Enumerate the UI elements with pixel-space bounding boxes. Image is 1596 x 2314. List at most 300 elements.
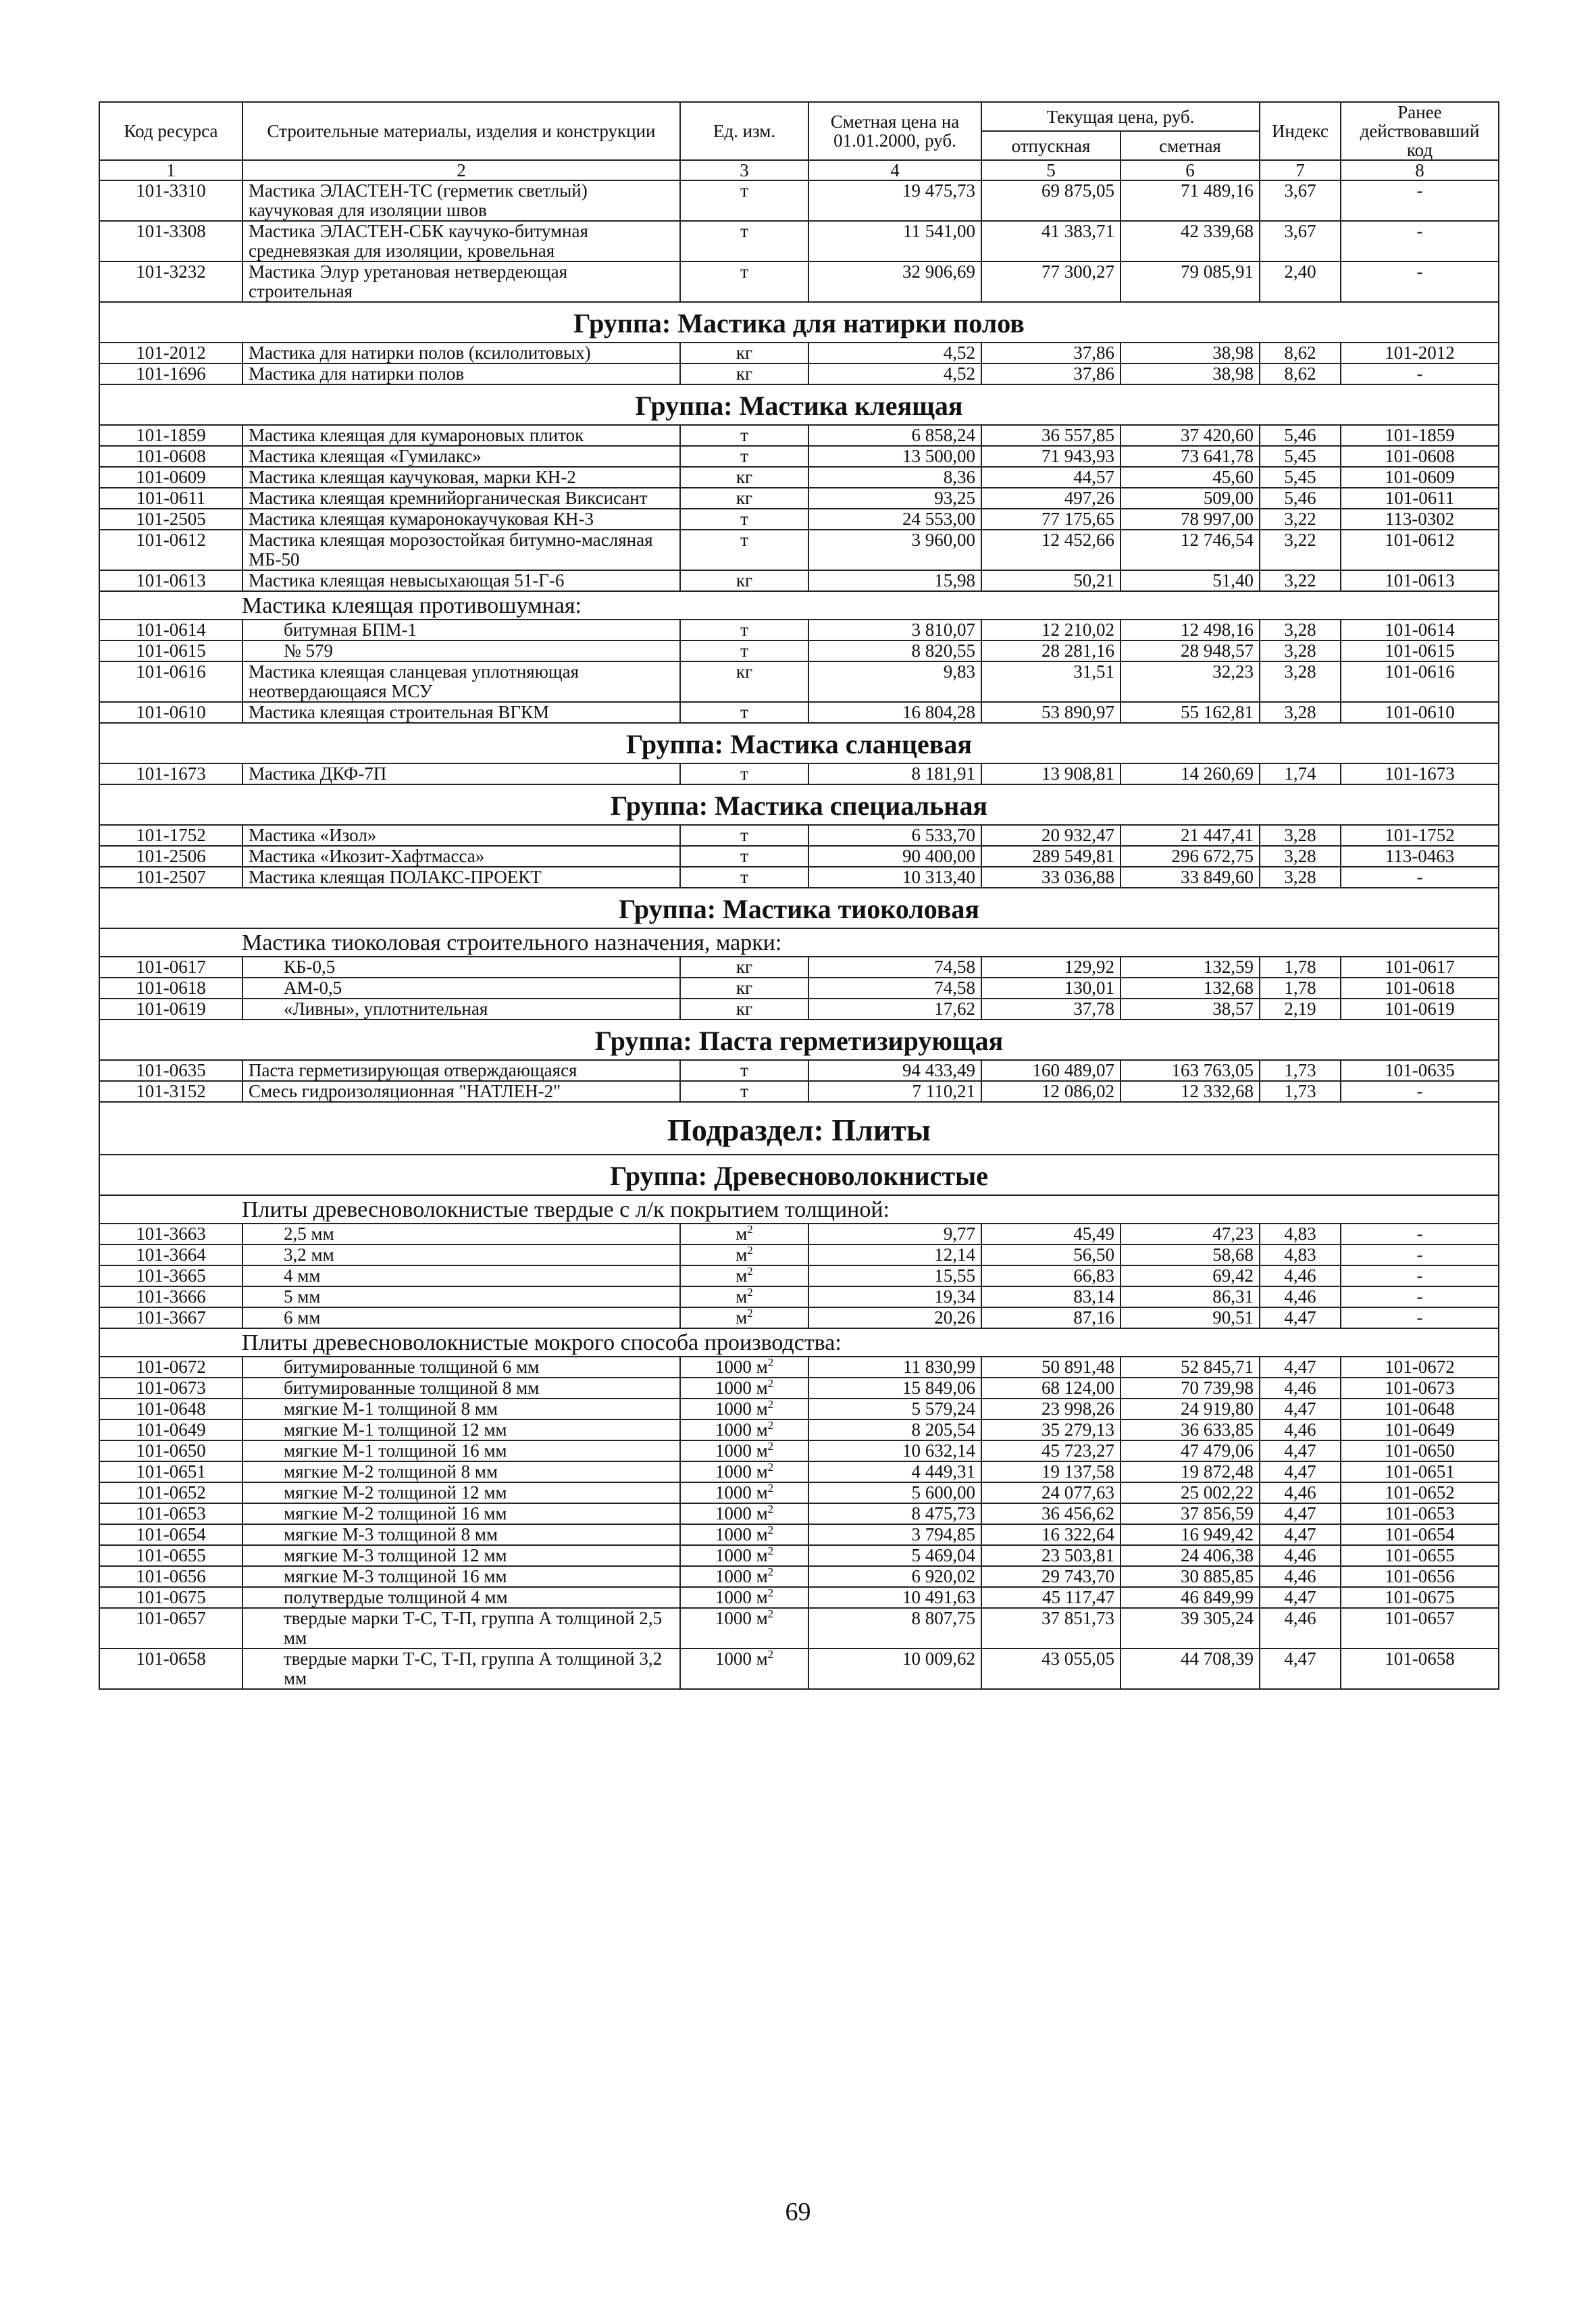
cell-index: 4,47 bbox=[1260, 1587, 1341, 1608]
unit-text: 1000 м bbox=[715, 1503, 768, 1524]
cell-code: 101-1752 bbox=[99, 825, 242, 846]
cell-name: мягкие М-2 толщиной 8 мм bbox=[242, 1461, 680, 1482]
cell-base-price: 4 449,31 bbox=[808, 1461, 981, 1482]
cell-estimate-price: 70 739,98 bbox=[1121, 1378, 1260, 1399]
cell-code: 101-0617 bbox=[99, 957, 242, 978]
unit-text: т bbox=[740, 425, 748, 445]
unit-text: 1000 м bbox=[715, 1587, 768, 1607]
cell-retail-price: 129,92 bbox=[981, 957, 1121, 978]
table-row bbox=[99, 221, 1499, 261]
cell-estimate-price: 38,57 bbox=[1121, 999, 1260, 1020]
cell-prev-code: 101-0617 bbox=[1341, 957, 1499, 978]
unit-exponent: 2 bbox=[767, 1482, 774, 1494]
cell-code: 101-3664 bbox=[99, 1244, 242, 1265]
unit-text: т bbox=[740, 530, 748, 550]
cell-base-price: 5 600,00 bbox=[808, 1482, 981, 1503]
cell-retail-price: 45 723,27 bbox=[981, 1440, 1121, 1461]
cell-code: 101-0612 bbox=[99, 530, 242, 570]
unit-text: 1000 м bbox=[715, 1482, 768, 1503]
cell-prev-code: - bbox=[1341, 1244, 1499, 1265]
cell-prev-code: 101-0654 bbox=[1341, 1524, 1499, 1545]
cell-code: 101-3665 bbox=[99, 1265, 242, 1286]
cell-index: 3,28 bbox=[1260, 661, 1341, 702]
unit-exponent: 2 bbox=[767, 1461, 774, 1474]
cell-retail-price: 12 086,02 bbox=[981, 1081, 1121, 1102]
cell-index: 1,78 bbox=[1260, 957, 1341, 978]
cell-base-price: 19,34 bbox=[808, 1286, 981, 1307]
cell-unit bbox=[680, 1566, 808, 1587]
cell-code: 101-0673 bbox=[99, 1378, 242, 1399]
cell-unit bbox=[680, 488, 808, 509]
cell-name: мягкие М-2 толщиной 12 мм bbox=[242, 1482, 680, 1503]
cell-index: 3,28 bbox=[1260, 846, 1341, 867]
cell-estimate-price: 47 479,06 bbox=[1121, 1440, 1260, 1461]
cell-name: № 579 bbox=[242, 640, 680, 661]
unit-text: 1000 м bbox=[715, 1566, 768, 1586]
table-row bbox=[99, 1399, 1499, 1419]
cell-index: 4,46 bbox=[1260, 1419, 1341, 1440]
cell-estimate-price: 38,98 bbox=[1121, 343, 1260, 363]
cell-prev-code: 101-0609 bbox=[1341, 467, 1499, 488]
cell-prev-code: 101-0648 bbox=[1341, 1399, 1499, 1419]
column-number: 6 bbox=[1121, 160, 1260, 180]
cell-prev-code: 101-0651 bbox=[1341, 1461, 1499, 1482]
cell-base-price: 5 469,04 bbox=[808, 1545, 981, 1566]
cell-base-price: 17,62 bbox=[808, 999, 981, 1020]
table-row bbox=[99, 570, 1499, 591]
cell-name: «Ливны», уплотнительная bbox=[242, 999, 680, 1020]
group-row bbox=[99, 1020, 1499, 1060]
group-title: Группа: Паста герметизирующая bbox=[99, 1020, 1499, 1060]
cell-prev-code: - bbox=[1341, 1307, 1499, 1328]
table-row bbox=[99, 343, 1499, 363]
cell-estimate-price: 12 332,68 bbox=[1121, 1081, 1260, 1102]
subheading-row bbox=[99, 1328, 1499, 1357]
cell-base-price: 8 475,73 bbox=[808, 1503, 981, 1524]
group-row bbox=[99, 302, 1499, 343]
cell-index: 5,46 bbox=[1260, 425, 1341, 446]
table-row bbox=[99, 1461, 1499, 1482]
cell-retail-price: 20 932,47 bbox=[981, 825, 1121, 846]
cell-retail-price: 289 549,81 bbox=[981, 846, 1121, 867]
cell-name: мягкие М-1 толщиной 16 мм bbox=[242, 1440, 680, 1461]
unit-text: т bbox=[740, 1060, 748, 1080]
cell-base-price: 15,98 bbox=[808, 570, 981, 591]
unit-text: кг bbox=[736, 488, 753, 508]
unit-text: м bbox=[736, 1265, 748, 1286]
header-prev-code: Ранее действовавший код bbox=[1341, 102, 1499, 160]
cell-name: Мастика Элур уретановая нетвердеющая строительная bbox=[242, 261, 680, 302]
cell-base-price: 4,52 bbox=[808, 363, 981, 384]
unit-text: т bbox=[740, 261, 748, 282]
cell-unit bbox=[680, 1265, 808, 1286]
cell-base-price: 3 810,07 bbox=[808, 620, 981, 640]
cell-code: 101-2506 bbox=[99, 846, 242, 867]
cell-index: 8,62 bbox=[1260, 343, 1341, 363]
cell-prev-code: 101-0672 bbox=[1341, 1357, 1499, 1378]
unit-text: кг bbox=[736, 661, 753, 682]
cell-unit bbox=[680, 425, 808, 446]
cell-index: 4,47 bbox=[1260, 1461, 1341, 1482]
cell-prev-code: 101-0611 bbox=[1341, 488, 1499, 509]
cell-unit bbox=[680, 1224, 808, 1244]
cell-code: 101-0651 bbox=[99, 1461, 242, 1482]
cell-estimate-price: 36 633,85 bbox=[1121, 1419, 1260, 1440]
group-row bbox=[99, 384, 1499, 425]
group-title: Группа: Мастика специальная bbox=[99, 784, 1499, 825]
table-row bbox=[99, 509, 1499, 530]
table-body bbox=[99, 180, 1499, 1689]
table-row bbox=[99, 1524, 1499, 1545]
unit-exponent: 2 bbox=[747, 1286, 753, 1299]
cell-unit bbox=[680, 661, 808, 702]
cell-code: 101-3232 bbox=[99, 261, 242, 302]
cell-name: 2,5 мм bbox=[242, 1224, 680, 1244]
cell-retail-price: 41 383,71 bbox=[981, 221, 1121, 261]
cell-retail-price: 36 557,85 bbox=[981, 425, 1121, 446]
cell-prev-code: 101-0650 bbox=[1341, 1440, 1499, 1461]
subheading-title: Плиты древесноволокнистые твердые с л/к покрытием толщиной: bbox=[99, 1195, 1499, 1224]
cell-estimate-price: 78 997,00 bbox=[1121, 509, 1260, 530]
cell-index: 4,47 bbox=[1260, 1399, 1341, 1419]
cell-prev-code: - bbox=[1341, 261, 1499, 302]
cell-prev-code: 101-0612 bbox=[1341, 530, 1499, 570]
cell-unit bbox=[680, 763, 808, 784]
table-row bbox=[99, 1378, 1499, 1399]
cell-unit bbox=[680, 1244, 808, 1265]
cell-base-price: 5 579,24 bbox=[808, 1399, 981, 1419]
cell-base-price: 6 533,70 bbox=[808, 825, 981, 846]
cell-base-price: 93,25 bbox=[808, 488, 981, 509]
subheading-title: Плиты древесноволокнистые мокрого способа производства: bbox=[99, 1328, 1499, 1357]
cell-index: 3,28 bbox=[1260, 702, 1341, 723]
unit-exponent: 2 bbox=[767, 1503, 774, 1515]
cell-retail-price: 19 137,58 bbox=[981, 1461, 1121, 1482]
cell-estimate-price: 37 856,59 bbox=[1121, 1503, 1260, 1524]
unit-exponent: 2 bbox=[767, 1565, 774, 1578]
cell-code: 101-1859 bbox=[99, 425, 242, 446]
cell-name: Мастика ДКФ-7П bbox=[242, 763, 680, 784]
cell-base-price: 90 400,00 bbox=[808, 846, 981, 867]
cell-estimate-price: 55 162,81 bbox=[1121, 702, 1260, 723]
cell-unit bbox=[680, 221, 808, 261]
column-number: 5 bbox=[981, 160, 1121, 180]
cell-retail-price: 50 891,48 bbox=[981, 1357, 1121, 1378]
cell-index: 1,73 bbox=[1260, 1060, 1341, 1081]
unit-exponent: 2 bbox=[747, 1244, 753, 1257]
cell-estimate-price: 24 406,38 bbox=[1121, 1545, 1260, 1566]
table-row bbox=[99, 1224, 1499, 1244]
cell-name: битумированные толщиной 8 мм bbox=[242, 1378, 680, 1399]
table-row bbox=[99, 1649, 1499, 1689]
cell-unit bbox=[680, 180, 808, 221]
cell-unit bbox=[680, 343, 808, 363]
cell-name: КБ-0,5 bbox=[242, 957, 680, 978]
cell-retail-price: 37 851,73 bbox=[981, 1608, 1121, 1649]
cell-prev-code: 101-0616 bbox=[1341, 661, 1499, 702]
table-row bbox=[99, 978, 1499, 999]
cell-unit bbox=[680, 1608, 808, 1649]
table-row bbox=[99, 867, 1499, 888]
subheading-title: Мастика тиоколовая строительного назначения, марки: bbox=[99, 928, 1499, 957]
group-row bbox=[99, 888, 1499, 928]
cell-index: 1,74 bbox=[1260, 763, 1341, 784]
cell-base-price: 3 794,85 bbox=[808, 1524, 981, 1545]
cell-name: Мастика для натирки полов (ксилолитовых) bbox=[242, 343, 680, 363]
cell-prev-code: - bbox=[1341, 1224, 1499, 1244]
cell-base-price: 8 205,54 bbox=[808, 1419, 981, 1440]
cell-name: Мастика ЭЛАСТЕН-СБК каучуко-битумная средневязкая для изоляции, кровельная bbox=[242, 221, 680, 261]
cell-name: Мастика ЭЛАСТЕН-ТС (герметик светлый) каучуковая для изоляции швов bbox=[242, 180, 680, 221]
unit-exponent: 2 bbox=[747, 1223, 753, 1236]
cell-prev-code: 101-0614 bbox=[1341, 620, 1499, 640]
table-row bbox=[99, 467, 1499, 488]
cell-base-price: 74,58 bbox=[808, 978, 981, 999]
table-row bbox=[99, 825, 1499, 846]
cell-name: Мастика клеящая сланцевая уплотняющая неотвердающаяся МСУ bbox=[242, 661, 680, 702]
cell-code: 101-0635 bbox=[99, 1060, 242, 1081]
cell-prev-code: 113-0302 bbox=[1341, 509, 1499, 530]
cell-name: Мастика клеящая «Гумилакс» bbox=[242, 446, 680, 467]
group-title: Группа: Мастика клеящая bbox=[99, 384, 1499, 425]
table-row bbox=[99, 1265, 1499, 1286]
cell-unit bbox=[680, 530, 808, 570]
cell-retail-price: 12 452,66 bbox=[981, 530, 1121, 570]
cell-unit bbox=[680, 978, 808, 999]
cell-unit bbox=[680, 1649, 808, 1689]
table-row bbox=[99, 1244, 1499, 1265]
cell-retail-price: 37,86 bbox=[981, 343, 1121, 363]
cell-base-price: 74,58 bbox=[808, 957, 981, 978]
cell-retail-price: 23 998,26 bbox=[981, 1399, 1121, 1419]
cell-retail-price: 24 077,63 bbox=[981, 1482, 1121, 1503]
unit-text: кг bbox=[736, 467, 753, 487]
cell-estimate-price: 21 447,41 bbox=[1121, 825, 1260, 846]
cell-base-price: 4,52 bbox=[808, 343, 981, 363]
table-row bbox=[99, 1081, 1499, 1102]
unit-exponent: 2 bbox=[747, 1265, 753, 1278]
unit-text: м bbox=[736, 1224, 748, 1244]
cell-estimate-price: 296 672,75 bbox=[1121, 846, 1260, 867]
cell-code: 101-0672 bbox=[99, 1357, 242, 1378]
cell-name: Мастика клеящая ПОЛАКС-ПРОЕКТ bbox=[242, 867, 680, 888]
cell-index: 4,47 bbox=[1260, 1307, 1341, 1328]
cell-retail-price: 71 943,93 bbox=[981, 446, 1121, 467]
unit-text: м bbox=[736, 1244, 748, 1265]
cell-retail-price: 53 890,97 bbox=[981, 702, 1121, 723]
table-row bbox=[99, 1545, 1499, 1566]
cell-code: 101-0675 bbox=[99, 1587, 242, 1608]
cell-index: 2,40 bbox=[1260, 261, 1341, 302]
cell-estimate-price: 16 949,42 bbox=[1121, 1524, 1260, 1545]
cell-code: 101-0609 bbox=[99, 467, 242, 488]
cell-index: 4,47 bbox=[1260, 1503, 1341, 1524]
cell-prev-code: 101-0619 bbox=[1341, 999, 1499, 1020]
table-row bbox=[99, 957, 1499, 978]
cell-code: 101-3310 bbox=[99, 180, 242, 221]
column-numbers-row bbox=[99, 160, 1499, 180]
cell-retail-price: 45 117,47 bbox=[981, 1587, 1121, 1608]
cell-prev-code: 101-0652 bbox=[1341, 1482, 1499, 1503]
table-row bbox=[99, 1307, 1499, 1328]
cell-index: 4,83 bbox=[1260, 1224, 1341, 1244]
cell-prev-code: 101-0610 bbox=[1341, 702, 1499, 723]
cell-retail-price: 44,57 bbox=[981, 467, 1121, 488]
unit-exponent: 2 bbox=[767, 1544, 774, 1557]
cell-index: 4,46 bbox=[1260, 1286, 1341, 1307]
cell-prev-code: 101-0635 bbox=[1341, 1060, 1499, 1081]
cell-unit bbox=[680, 1461, 808, 1482]
cell-retail-price: 16 322,64 bbox=[981, 1524, 1121, 1545]
cell-unit bbox=[680, 640, 808, 661]
cell-index: 4,46 bbox=[1260, 1566, 1341, 1587]
cell-code: 101-1673 bbox=[99, 763, 242, 784]
unit-exponent: 2 bbox=[767, 1356, 774, 1369]
cell-index: 4,47 bbox=[1260, 1357, 1341, 1378]
unit-text: т bbox=[740, 446, 748, 466]
cell-prev-code: 101-1752 bbox=[1341, 825, 1499, 846]
header-name: Строительные материалы, изделия и конструкции bbox=[242, 102, 680, 160]
cell-base-price: 19 475,73 bbox=[808, 180, 981, 221]
cell-index: 3,22 bbox=[1260, 509, 1341, 530]
cell-estimate-price: 38,98 bbox=[1121, 363, 1260, 384]
unit-text: т bbox=[740, 221, 748, 241]
cell-prev-code: 101-0618 bbox=[1341, 978, 1499, 999]
cell-index: 4,47 bbox=[1260, 1440, 1341, 1461]
cell-prev-code: 101-0653 bbox=[1341, 1503, 1499, 1524]
group-row bbox=[99, 1155, 1499, 1195]
unit-text: 1000 м bbox=[715, 1649, 768, 1669]
cell-estimate-price: 86,31 bbox=[1121, 1286, 1260, 1307]
unit-text: т bbox=[740, 180, 748, 201]
cell-unit bbox=[680, 1524, 808, 1545]
column-number: 3 bbox=[680, 160, 808, 180]
cell-prev-code: 101-0649 bbox=[1341, 1419, 1499, 1440]
table-row bbox=[99, 640, 1499, 661]
cell-index: 1,73 bbox=[1260, 1081, 1341, 1102]
header-index: Индекс bbox=[1260, 102, 1341, 160]
cell-index: 4,46 bbox=[1260, 1482, 1341, 1503]
cell-code: 101-0618 bbox=[99, 978, 242, 999]
cell-estimate-price: 12 746,54 bbox=[1121, 530, 1260, 570]
cell-retail-price: 37,78 bbox=[981, 999, 1121, 1020]
group-title: Группа: Мастика тиоколовая bbox=[99, 888, 1499, 928]
cell-unit bbox=[680, 467, 808, 488]
cell-code: 101-0653 bbox=[99, 1503, 242, 1524]
cell-index: 3,22 bbox=[1260, 530, 1341, 570]
cell-index: 5,46 bbox=[1260, 488, 1341, 509]
cell-base-price: 8 181,91 bbox=[808, 763, 981, 784]
cell-retail-price: 56,50 bbox=[981, 1244, 1121, 1265]
cell-index: 4,46 bbox=[1260, 1608, 1341, 1649]
header-estimate: сметная bbox=[1121, 131, 1260, 160]
cell-estimate-price: 44 708,39 bbox=[1121, 1649, 1260, 1689]
unit-text: 1000 м bbox=[715, 1545, 768, 1565]
cell-base-price: 10 313,40 bbox=[808, 867, 981, 888]
cell-base-price: 32 906,69 bbox=[808, 261, 981, 302]
header-current-price: Текущая цена, руб. bbox=[981, 102, 1260, 131]
cell-index: 5,45 bbox=[1260, 467, 1341, 488]
cell-estimate-price: 30 885,85 bbox=[1121, 1566, 1260, 1587]
cell-name: Мастика клеящая строительная ВГКМ bbox=[242, 702, 680, 723]
cell-retail-price: 37,86 bbox=[981, 363, 1121, 384]
cell-name: Смесь гидроизоляционная "НАТЛЕН-2" bbox=[242, 1081, 680, 1102]
cell-code: 101-2507 bbox=[99, 867, 242, 888]
cell-estimate-price: 90,51 bbox=[1121, 1307, 1260, 1328]
cell-unit bbox=[680, 1378, 808, 1399]
cell-index: 4,83 bbox=[1260, 1244, 1341, 1265]
unit-text: т bbox=[740, 846, 748, 866]
table-row bbox=[99, 488, 1499, 509]
table-row bbox=[99, 1440, 1499, 1461]
cell-base-price: 10 491,63 bbox=[808, 1587, 981, 1608]
table-row bbox=[99, 1608, 1499, 1649]
cell-prev-code: - bbox=[1341, 180, 1499, 221]
cell-retail-price: 77 175,65 bbox=[981, 509, 1121, 530]
cell-base-price: 11 830,99 bbox=[808, 1357, 981, 1378]
cell-estimate-price: 25 002,22 bbox=[1121, 1482, 1260, 1503]
cell-retail-price: 160 489,07 bbox=[981, 1060, 1121, 1081]
cell-base-price: 8 820,55 bbox=[808, 640, 981, 661]
cell-unit bbox=[680, 1503, 808, 1524]
cell-prev-code: - bbox=[1341, 1286, 1499, 1307]
cell-index: 3,22 bbox=[1260, 570, 1341, 591]
table-row bbox=[99, 702, 1499, 723]
unit-text: т bbox=[740, 763, 748, 784]
cell-code: 101-0657 bbox=[99, 1608, 242, 1649]
cell-unit bbox=[680, 509, 808, 530]
cell-estimate-price: 46 849,99 bbox=[1121, 1587, 1260, 1608]
cell-retail-price: 68 124,00 bbox=[981, 1378, 1121, 1399]
cell-name: Мастика клеящая каучуковая, марки КН-2 bbox=[242, 467, 680, 488]
cell-estimate-price: 33 849,60 bbox=[1121, 867, 1260, 888]
cell-prev-code: 101-0673 bbox=[1341, 1378, 1499, 1399]
cell-name: Мастика клеящая морозостойкая битумно-масляная МБ-50 bbox=[242, 530, 680, 570]
cell-estimate-price: 45,60 bbox=[1121, 467, 1260, 488]
cell-retail-price: 77 300,27 bbox=[981, 261, 1121, 302]
unit-text: т bbox=[740, 620, 748, 640]
table-row bbox=[99, 1357, 1499, 1378]
cell-base-price: 20,26 bbox=[808, 1307, 981, 1328]
cell-name: полутвердые толщиной 4 мм bbox=[242, 1587, 680, 1608]
cell-unit bbox=[680, 846, 808, 867]
cell-name: Паста герметизирующая отверждающаяся bbox=[242, 1060, 680, 1081]
unit-text: кг bbox=[736, 363, 753, 384]
cell-unit bbox=[680, 1419, 808, 1440]
table-row bbox=[99, 661, 1499, 702]
cell-index: 5,45 bbox=[1260, 446, 1341, 467]
cell-name: 4 мм bbox=[242, 1265, 680, 1286]
cell-retail-price: 28 281,16 bbox=[981, 640, 1121, 661]
cell-code: 101-0610 bbox=[99, 702, 242, 723]
cell-prev-code: 101-0657 bbox=[1341, 1608, 1499, 1649]
header-code: Код ресурса bbox=[99, 102, 242, 160]
cell-estimate-price: 73 641,78 bbox=[1121, 446, 1260, 467]
cell-name: 3,2 мм bbox=[242, 1244, 680, 1265]
unit-exponent: 2 bbox=[767, 1586, 774, 1599]
cell-retail-price: 31,51 bbox=[981, 661, 1121, 702]
table-row bbox=[99, 620, 1499, 640]
cell-name: твердые марки Т-С, Т-П, группа А толщиной 3,2 мм bbox=[242, 1649, 680, 1689]
cell-retail-price: 36 456,62 bbox=[981, 1503, 1121, 1524]
unit-text: 1000 м bbox=[715, 1608, 768, 1628]
unit-text: м bbox=[736, 1307, 748, 1328]
subheading-title: Мастика клеящая противошумная: bbox=[99, 591, 1499, 620]
cell-estimate-price: 37 420,60 bbox=[1121, 425, 1260, 446]
cell-prev-code: - bbox=[1341, 1081, 1499, 1102]
cell-code: 101-2012 bbox=[99, 343, 242, 363]
unit-exponent: 2 bbox=[767, 1648, 774, 1661]
